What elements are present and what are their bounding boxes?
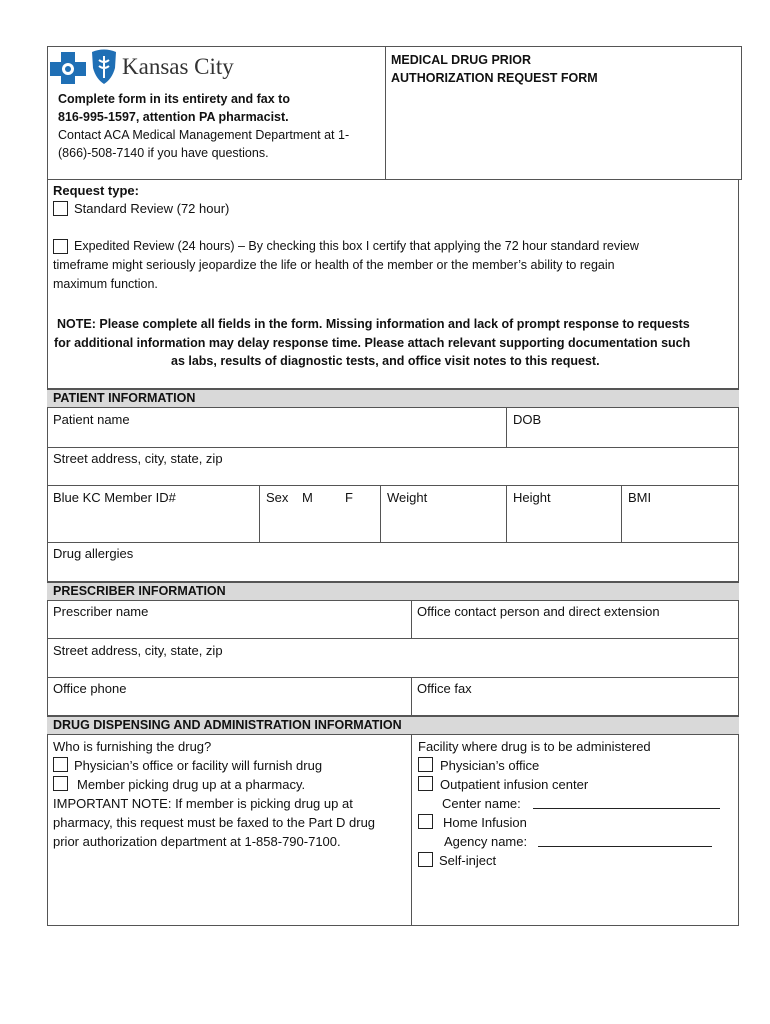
- office-fax-field[interactable]: Office fax: [417, 681, 472, 696]
- fac-physician-checkbox[interactable]: [418, 757, 433, 772]
- member-id-field[interactable]: Blue KC Member ID#: [53, 490, 176, 505]
- instructions-line2: 816-995-1597, attention PA pharmacist.: [58, 110, 289, 124]
- facility-label: Facility where drug is to be administered: [418, 739, 651, 754]
- center-name-input[interactable]: [533, 808, 720, 809]
- blue-shield-logo-icon: [90, 48, 118, 86]
- who-furnishing-label: Who is furnishing the drug?: [53, 739, 212, 754]
- patient-name-field[interactable]: Patient name: [53, 412, 130, 427]
- expedited-line1: Expedited Review (24 hours) – By checking this box I certify that applying the 72 hour standard review: [74, 239, 639, 253]
- form-title-line1: MEDICAL DRUG PRIOR: [391, 53, 532, 67]
- contact-line2: (866)-508-7140 if you have questions.: [58, 146, 269, 160]
- fac-home-checkbox[interactable]: [418, 814, 433, 829]
- agency-name-input[interactable]: [538, 846, 712, 847]
- expedited-line3: maximum function.: [53, 277, 158, 291]
- drug-allergies-field[interactable]: Drug allergies: [53, 546, 134, 561]
- fac-self-checkbox[interactable]: [418, 852, 433, 867]
- note-line2: for additional information may delay response time. Please attach relevant supporting documentation such: [54, 336, 691, 350]
- note-line1: NOTE: Please complete all fields in the form. Missing information and lack of prompt response to requests: [57, 317, 690, 331]
- header-divider: [385, 46, 386, 180]
- patient-address-field[interactable]: Street address, city, state, zip: [53, 451, 223, 466]
- logo-text: Kansas City: [122, 54, 234, 79]
- fac-outpatient-checkbox[interactable]: [418, 776, 433, 791]
- height-field[interactable]: Height: [513, 490, 551, 505]
- fac-home-label: Home Infusion: [443, 815, 527, 830]
- blue-cross-logo-icon: [48, 50, 88, 86]
- physician-furnish-checkbox[interactable]: [53, 757, 68, 772]
- agency-name-label: Agency name:: [444, 834, 528, 849]
- physician-furnish-label: Physician’s office or facility will furnish drug: [74, 758, 323, 773]
- fac-physician-label: Physician’s office: [440, 758, 540, 773]
- dob-field[interactable]: DOB: [513, 412, 542, 427]
- contact-line1: Contact ACA Medical Management Department at 1-: [58, 128, 350, 142]
- note-line3: as labs, results of diagnostic tests, and office visit notes to this request.: [171, 354, 600, 368]
- patient-heading: PATIENT INFORMATION: [47, 389, 739, 408]
- instructions-line1: Complete form in its entirety and fax to: [58, 92, 290, 106]
- member-pharmacy-checkbox[interactable]: [53, 776, 68, 791]
- prescriber-heading: PRESCRIBER INFORMATION: [47, 582, 739, 601]
- office-phone-field[interactable]: Office phone: [53, 681, 127, 696]
- office-contact-field[interactable]: Office contact person and direct extension: [417, 604, 660, 619]
- center-name-label: Center name:: [442, 796, 521, 811]
- important-note-line3: prior authorization department at 1-858-790-7100.: [53, 834, 341, 849]
- important-note-line1: IMPORTANT NOTE: If member is picking drug up at: [53, 796, 353, 811]
- form-title-line2: AUTHORIZATION REQUEST FORM: [391, 71, 598, 85]
- sex-field[interactable]: Sex: [266, 490, 289, 505]
- request-type-label: Request type:: [53, 183, 139, 198]
- fac-self-label: Self-inject: [439, 853, 497, 868]
- prescriber-address-field[interactable]: Street address, city, state, zip: [53, 643, 223, 658]
- dispensing-heading: DRUG DISPENSING AND ADMINISTRATION INFORMATION: [47, 716, 739, 735]
- member-pharmacy-label: Member picking drug up at a pharmacy.: [77, 777, 306, 792]
- standard-review-label: Standard Review (72 hour): [74, 201, 230, 216]
- prescriber-name-field[interactable]: Prescriber name: [53, 604, 149, 619]
- bmi-field[interactable]: BMI: [628, 490, 652, 505]
- standard-review-checkbox[interactable]: [53, 201, 68, 216]
- weight-field[interactable]: Weight: [387, 490, 428, 505]
- important-note-line2: pharmacy, this request must be faxed to the Part D drug: [53, 815, 376, 830]
- expedited-line2: timeframe might seriously jeopardize the life or health of the member or the member’s ability to regain: [53, 258, 615, 272]
- sex-f-option[interactable]: F: [345, 490, 353, 505]
- expedited-review-checkbox[interactable]: [53, 239, 68, 254]
- fac-outpatient-label: Outpatient infusion center: [440, 777, 589, 792]
- sex-m-option[interactable]: M: [302, 490, 313, 505]
